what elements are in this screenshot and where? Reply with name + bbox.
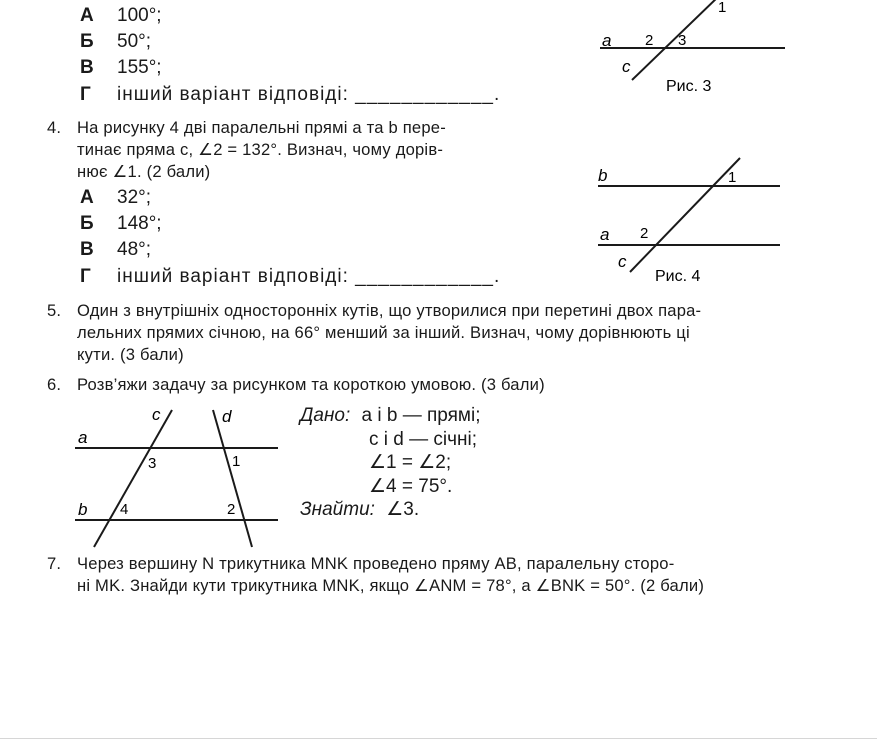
fig4-line-c bbox=[630, 158, 740, 272]
fig4-label-c: c bbox=[618, 252, 627, 271]
fig4-angle-2: 2 bbox=[640, 225, 649, 242]
option-text-b: 50°; bbox=[117, 31, 152, 52]
task4-line: тинає пряма c, ∠2 = 132°. Визнач, чому дорів- bbox=[77, 140, 444, 159]
task7-question bbox=[47, 553, 705, 597]
figure-3 bbox=[590, 0, 800, 100]
figure-4 bbox=[590, 150, 790, 290]
task6-given-block bbox=[300, 404, 481, 522]
task7-number: 7. bbox=[47, 554, 62, 573]
find-label: Знайти: bbox=[300, 499, 375, 520]
fig4-angle-1: 1 bbox=[728, 169, 737, 186]
task7-line: Через вершину N трикутника MNK проведено пряму AB, паралельну сторо- bbox=[77, 554, 675, 573]
task7-line: ні MK. Знайди кути трикутника MNK, якщо ∠ANM = 78°, а ∠BNK = 50°. (2 бали) bbox=[77, 576, 705, 595]
task4-line: На рисунку 4 дві паралельні прямі a та b пере- bbox=[77, 118, 446, 137]
option-text-g: інший варіант відповіді: ____________. bbox=[117, 266, 501, 287]
fig6-label-c: c bbox=[152, 405, 161, 424]
page-bottom-divider bbox=[0, 738, 877, 739]
fig6-angle-3: 3 bbox=[148, 455, 157, 472]
task6-line: Розв’яжи задачу за рисунком та короткою умовою. (3 бали) bbox=[77, 375, 545, 394]
fig6-line-d bbox=[213, 410, 252, 547]
given-line: ∠4 = 75°. bbox=[369, 475, 453, 497]
option-text-g: інший варіант відповіді: ____________. bbox=[117, 84, 501, 105]
task5-line: Один з внутрішніх односторонніх кутів, що утворилися при перетині двох пара- bbox=[77, 301, 702, 320]
given-line: c і d — січні; bbox=[369, 428, 478, 450]
fig6-label-d: d bbox=[222, 407, 232, 426]
fig6-label-a: a bbox=[78, 428, 88, 447]
option-letter-g: Г bbox=[80, 266, 91, 287]
task5-line: лельних прямих січною, на 66° менший за інший. Визнач, чому дорівнюють ці bbox=[77, 323, 690, 342]
figure-6 bbox=[70, 402, 285, 552]
fig4-label-a: a bbox=[600, 225, 610, 244]
task5-line: кути. (3 бали) bbox=[77, 345, 184, 364]
option-letter-g: Г bbox=[80, 84, 91, 105]
option-text-b: 148°; bbox=[117, 213, 162, 234]
given-line: ∠1 = ∠2; bbox=[369, 452, 452, 473]
fig3-angle-2: 2 bbox=[645, 32, 654, 49]
given-line: a і b — прямі; bbox=[361, 405, 481, 426]
find-text: ∠3. bbox=[386, 499, 420, 520]
fig6-angle-4: 4 bbox=[120, 501, 129, 518]
task6-question bbox=[47, 374, 545, 396]
fig3-angle-1: 1 bbox=[718, 0, 727, 16]
given-label: Дано: bbox=[300, 405, 351, 426]
option-letter-v: В bbox=[80, 57, 94, 78]
task4-number: 4. bbox=[47, 118, 62, 137]
fig6-angle-2: 2 bbox=[227, 501, 236, 518]
fig3-angle-3: 3 bbox=[678, 32, 687, 49]
task6-number: 6. bbox=[47, 375, 62, 394]
option-letter-a: А bbox=[80, 187, 94, 208]
option-letter-b: Б bbox=[80, 213, 94, 234]
fig4-label-b: b bbox=[598, 166, 608, 185]
option-letter-b: Б bbox=[80, 31, 94, 52]
fig6-line-c bbox=[94, 410, 172, 547]
option-text-a: 100°; bbox=[117, 5, 162, 26]
option-letter-a: А bbox=[80, 5, 94, 26]
task5-question bbox=[47, 300, 702, 366]
task5-number: 5. bbox=[47, 301, 62, 320]
fig4-caption: Рис. 4 bbox=[655, 268, 701, 285]
option-letter-v: В bbox=[80, 239, 94, 260]
option-text-v: 155°; bbox=[117, 57, 162, 78]
fig6-angle-1: 1 bbox=[232, 453, 241, 470]
option-text-v: 48°; bbox=[117, 239, 152, 260]
option-text-a: 32°; bbox=[117, 187, 152, 208]
fig6-label-b: b bbox=[78, 500, 88, 519]
fig3-label-a: a bbox=[602, 31, 612, 50]
task4-question bbox=[47, 117, 446, 183]
task4-line: нює ∠1. (2 бали) bbox=[77, 162, 211, 181]
fig3-label-c: c bbox=[622, 57, 631, 76]
fig3-caption: Рис. 3 bbox=[666, 78, 712, 95]
